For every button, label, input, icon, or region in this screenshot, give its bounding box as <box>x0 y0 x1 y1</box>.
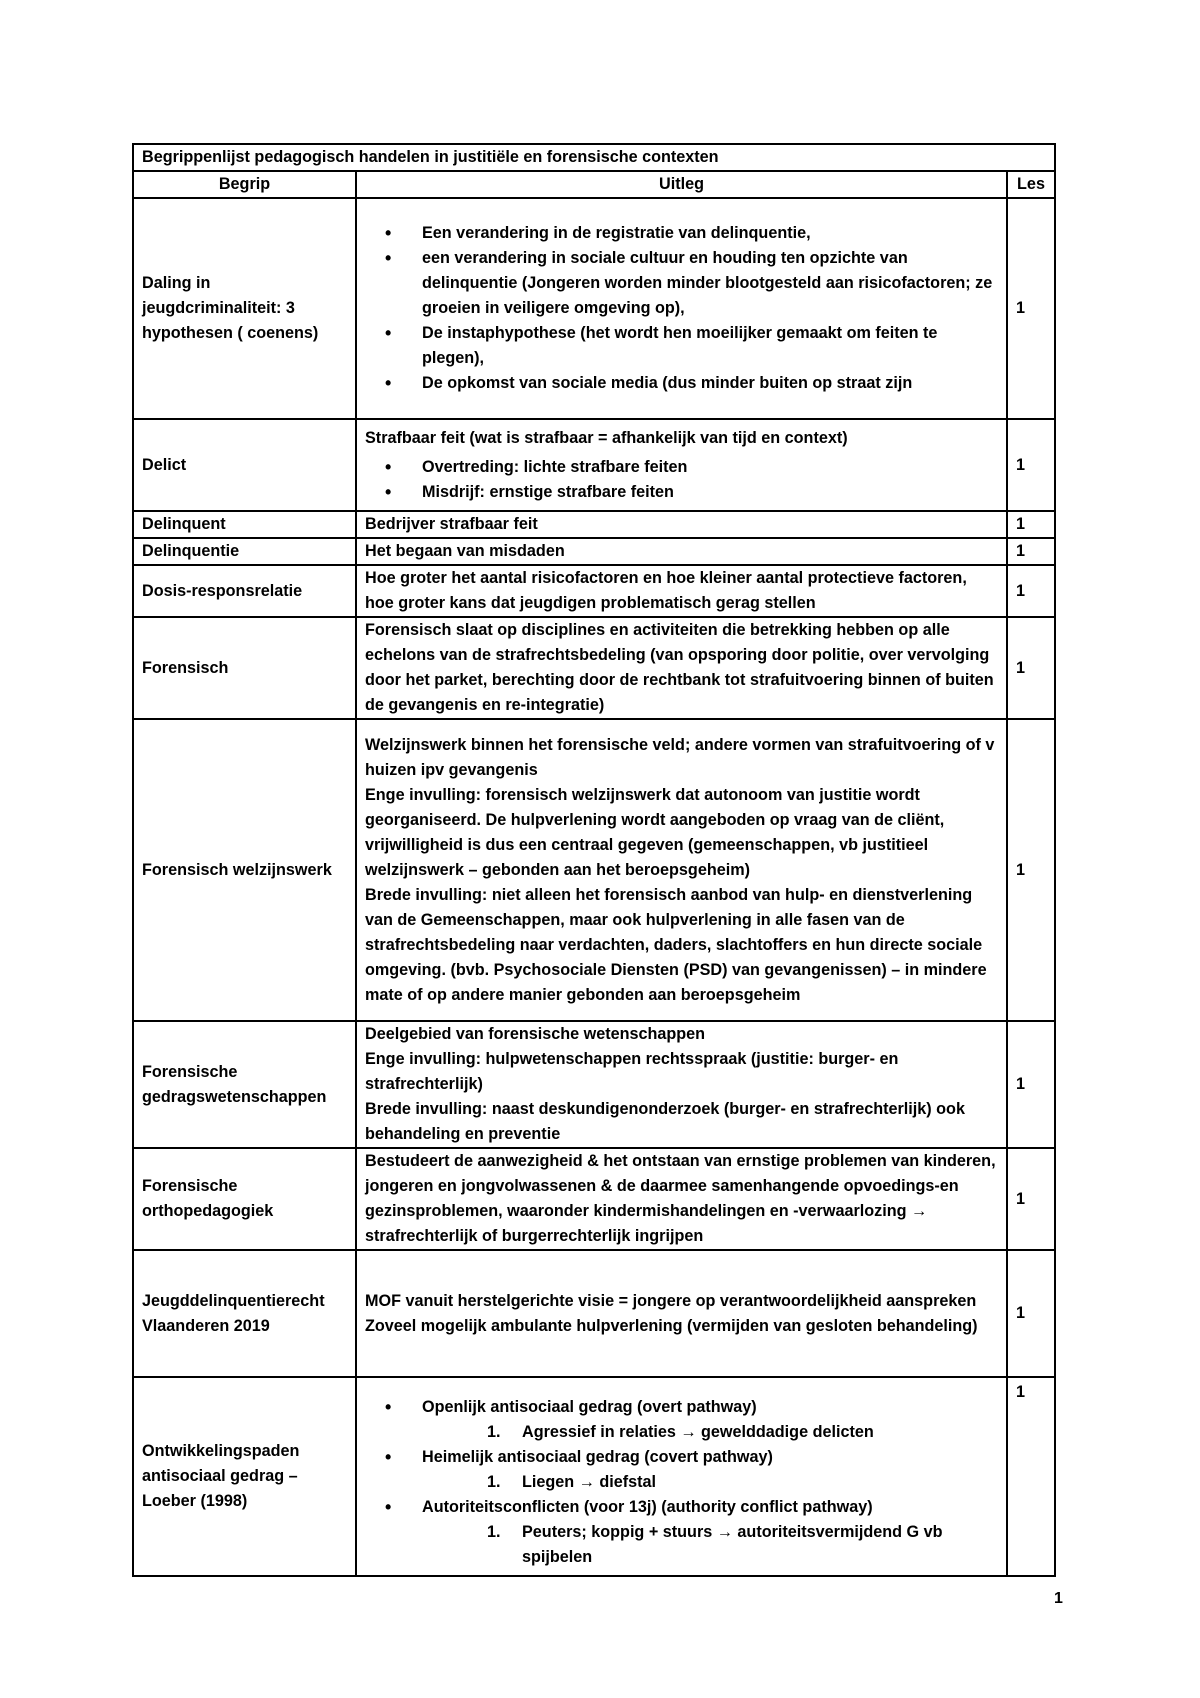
explanation-paragraph: Deelgebied van forensische wetenschappen <box>365 1025 706 1043</box>
term-cell: Delinquentie <box>133 538 356 565</box>
lesson-cell: 1 <box>1007 511 1055 538</box>
list-item <box>365 1495 998 1570</box>
glossary-table <box>132 143 1056 1577</box>
lesson-cell: 1 <box>1007 1250 1055 1377</box>
term-cell: Forensisch <box>133 617 356 719</box>
table-row <box>133 538 1055 565</box>
explanation-paragraph: Zoveel mogelijk ambulante hulpverlening (vermijden van gesloten behandeling) <box>365 1316 978 1335</box>
explanation-paragraph: Enge invulling: forensisch welzijnswerk dat autonoom van justitie wordt georganiseerd. De hulpverlening wordt aangeboden op vraag van de cliënt, vrijwilligheid is dus een centraal gegeven (gemeenschappen, vb justitieel welzijnswerk – gebonden aan het beroepsgeheim) <box>365 785 945 879</box>
explanation-cell: Bestudeert de aanwezigheid & het ontstaan van ernstige problemen van kinderen, jongeren en jongvolwassenen & de daarmee samenhangende opvoedings-en gezinsproblemen, waaronder kindermishandelingen en -verwaarlozing → strafrechterlijk of burgerrechterlijk ingrijpen <box>356 1148 1007 1250</box>
page-number: 1 <box>1054 1590 1063 1607</box>
table-row <box>133 719 1055 1021</box>
table-row <box>133 1148 1055 1250</box>
term-cell: Delinquent <box>133 511 356 538</box>
explanation-paragraph: Enge invulling: hulpwetenschappen rechtsspraak (justitie: burger- en strafrechterlijk) <box>365 1050 899 1093</box>
explanation-paragraph: Welzijnswerk binnen het forensische veld; andere vormen van strafuitvoering of v huizen ipv gevangenis <box>365 735 995 779</box>
table-title: Begrippenlijst pedagogisch handelen in justitiële en forensische contexten <box>133 144 1055 171</box>
sub-list-item <box>422 1520 998 1570</box>
explanation-cell <box>356 1250 1007 1377</box>
term-cell: Delict <box>133 419 356 511</box>
list-item-text: Heimelijk antisociaal gedrag (covert pathway) <box>422 1448 773 1466</box>
sub-list <box>422 1420 998 1445</box>
sub-list-marker: 1. <box>487 1473 501 1491</box>
list-item <box>365 1395 998 1445</box>
explanation-cell: Hoe groter het aantal risicofactoren en hoe kleiner aantal protectieve factoren, hoe groter kans dat jeugdigen problematisch gerag stellen <box>356 565 1007 617</box>
lesson-cell: 1 <box>1007 617 1055 719</box>
list-item: • De opkomst van sociale media (dus minder buiten op straat zijn <box>365 371 998 396</box>
sub-list-marker: 1. <box>487 1423 501 1441</box>
explanation-cell <box>356 719 1007 1021</box>
lesson-cell: 1 <box>1007 198 1055 419</box>
sub-list <box>422 1520 998 1570</box>
list-item: • Overtreding: lichte strafbare feiten <box>365 455 998 480</box>
term-cell: Ontwikkelingspaden antisociaal gedrag – Loeber (1998) <box>133 1377 356 1576</box>
term-cell: Forensische gedragswetenschappen <box>133 1021 356 1148</box>
list-item: • De instaphypothese (het wordt hen moeilijker gemaakt om feiten te plegen), <box>365 321 998 371</box>
lesson-cell: 1 <box>1007 1377 1055 1576</box>
table-row <box>133 617 1055 719</box>
term-cell: Forensische orthopedagogiek <box>133 1148 356 1250</box>
explanation-paragraph: MOF vanuit herstelgerichte visie = jongere op verantwoordelijkheid aanspreken <box>365 1291 977 1310</box>
lesson-cell: 1 <box>1007 538 1055 565</box>
bullet-list <box>365 221 998 396</box>
table-row <box>133 1021 1055 1148</box>
explanation-paragraph: Brede invulling: niet alleen het forensisch aanbod van hulp- en dienstverlening van de Gemeenschappen, maar ook hulpverlening in alle fasen van de strafrechtsbedeling naar verdachten, daders, slachtoffers en hun directe sociale omgeving. (bvb. Psychosociale Diensten (PSD) van gevangenissen) – in mindere mate of op andere manier gebonden aan beroepsgeheim <box>365 885 987 1004</box>
table-row <box>133 1377 1055 1576</box>
header-lesson: Les <box>1007 171 1055 198</box>
lesson-cell: 1 <box>1007 1021 1055 1148</box>
list-item: • Een verandering in de registratie van delinquentie, <box>365 221 998 246</box>
sub-list-text: Agressief in relaties → gewelddadige delicten <box>522 1423 874 1441</box>
header-term: Begrip <box>133 171 356 198</box>
explanation-cell: Het begaan van misdaden <box>356 538 1007 565</box>
table-row <box>133 565 1055 617</box>
list-item <box>365 1445 998 1495</box>
lesson-cell: 1 <box>1007 565 1055 617</box>
term-cell: Daling in jeugdcriminaliteit: 3 hypothesen ( coenens) <box>133 198 356 419</box>
lesson-cell: 1 <box>1007 1148 1055 1250</box>
list-item: • Misdrijf: ernstige strafbare feiten <box>365 480 998 505</box>
explanation-cell <box>356 198 1007 419</box>
table-row <box>133 511 1055 538</box>
header-row <box>133 171 1055 198</box>
header-explanation: Uitleg <box>356 171 1007 198</box>
table-row <box>133 198 1055 419</box>
list-item: • een verandering in sociale cultuur en houding ten opzichte van delinquentie (Jongeren worden minder blootgesteld aan risicofactoren; ze groeien in veiligere omgeving op), <box>365 246 998 321</box>
explanation-cell <box>356 1377 1007 1576</box>
sub-list-item <box>422 1470 998 1495</box>
lesson-cell: 1 <box>1007 719 1055 1021</box>
list-item-text: Autoriteitsconflicten (voor 13j) (authority conflict pathway) <box>422 1498 873 1516</box>
term-cell: Jeugddelinquentierecht Vlaanderen 2019 <box>133 1250 356 1377</box>
lesson-cell: 1 <box>1007 419 1055 511</box>
term-cell: Forensisch welzijnswerk <box>133 719 356 1021</box>
explanation-cell <box>356 419 1007 511</box>
list-item-text: Openlijk antisociaal gedrag (overt pathway) <box>422 1398 757 1416</box>
table-row <box>133 419 1055 511</box>
sub-list-marker: 1. <box>487 1523 501 1541</box>
bullet-list <box>365 1395 998 1570</box>
explanation-paragraph: Brede invulling: naast deskundigenonderzoek (burger- en strafrechterlijk) ook behandeling en preventie <box>365 1100 965 1143</box>
explanation-cell: Bedrijver strafbaar feit <box>356 511 1007 538</box>
sub-list-text: Peuters; koppig + stuurs → autoriteitsvermijdend G vb spijbelen <box>522 1523 943 1566</box>
bullet-list <box>365 455 998 505</box>
explanation-intro: Strafbaar feit (wat is strafbaar = afhankelijk van tijd en context) <box>365 428 848 447</box>
explanation-cell: Forensisch slaat op disciplines en activiteiten die betrekking hebben op alle echelons van de strafrechtsbedeling (van opsporing door politie, over vervolging door het parket, berechting door de rechtbank tot strafuitvoering binnen of buiten de gevangenis en re-integratie) <box>356 617 1007 719</box>
sub-list-item <box>422 1420 998 1445</box>
sub-list <box>422 1470 998 1495</box>
sub-list-text: Liegen → diefstal <box>522 1473 657 1491</box>
table-row <box>133 1250 1055 1377</box>
explanation-cell <box>356 1021 1007 1148</box>
term-cell: Dosis-responsrelatie <box>133 565 356 617</box>
